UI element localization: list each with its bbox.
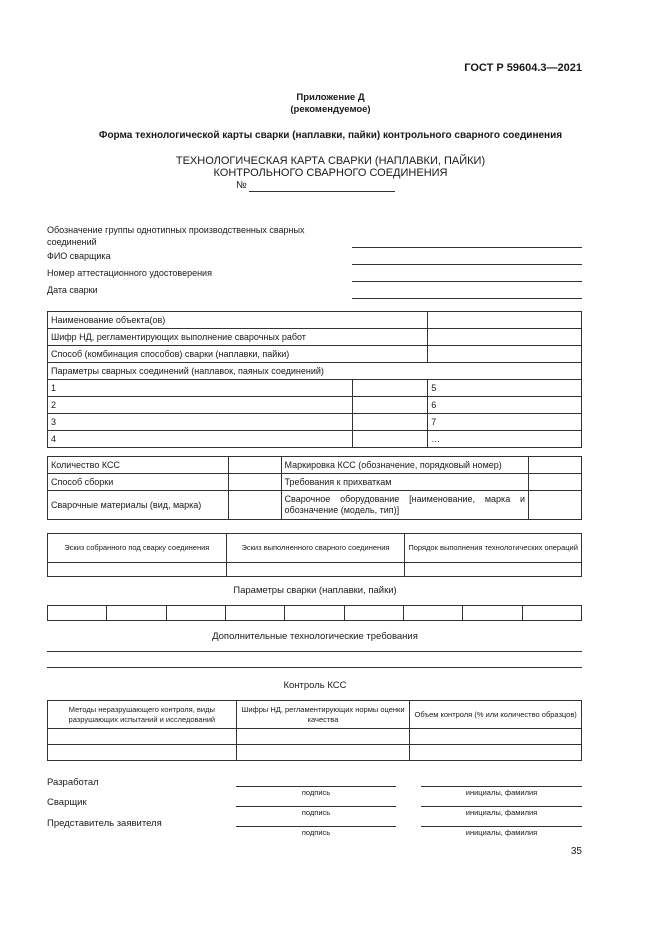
field-certificate-label: Номер аттестационного удостоверения: [47, 268, 212, 278]
welding-equipment-cell[interactable]: [529, 491, 582, 520]
welding-param-cell[interactable]: [522, 606, 581, 621]
control-cell[interactable]: [410, 729, 582, 745]
sketch-welded-header: Эскиз выполненного сварного соединения: [226, 534, 405, 563]
field-group-label: Обозначение группы однотипных производственных сварных соединений: [47, 225, 305, 247]
param-left-2[interactable]: 2: [48, 397, 353, 414]
param-right-6[interactable]: 6: [428, 397, 582, 414]
welding-param-cell[interactable]: [225, 606, 284, 621]
field-welder-label: ФИО сварщика: [47, 251, 111, 261]
name-line[interactable]: [421, 826, 582, 827]
control-volume-header: Объем контроля (% или количество образцов): [410, 701, 582, 729]
signature-line[interactable]: [236, 826, 396, 827]
field-welder-line[interactable]: [352, 264, 582, 265]
params-header: Параметры сварных соединений (наплавок, паяных соединений): [48, 363, 582, 380]
name-caption: инициалы, фамилия: [465, 808, 538, 817]
control-cell[interactable]: [236, 745, 410, 761]
param-mid-4[interactable]: [353, 431, 428, 448]
param-right-5[interactable]: 5: [428, 380, 582, 397]
welding-params-title: Параметры сварки (наплавки, пайки): [233, 585, 397, 596]
param-left-3[interactable]: 3: [48, 414, 353, 431]
document-number: ГОСТ Р 59604.3—2021: [464, 62, 582, 74]
tack-requirements-cell[interactable]: [529, 474, 582, 491]
welding-param-cell[interactable]: [107, 606, 166, 621]
welding-materials-label: Сварочные материалы (вид, марка): [48, 491, 229, 520]
control-cell[interactable]: [48, 745, 237, 761]
control-cell[interactable]: [410, 745, 582, 761]
tack-requirements-label: Требования к прихваткам: [281, 474, 529, 491]
name-caption: инициалы, фамилия: [465, 828, 538, 837]
assembly-table: [47, 456, 582, 520]
signature-caption: подпись: [301, 828, 331, 837]
welding-param-cell[interactable]: [48, 606, 107, 621]
welding-param-cell[interactable]: [285, 606, 344, 621]
appendix-title: Приложение Д: [296, 92, 365, 103]
signature-caption: подпись: [301, 788, 331, 797]
signature-line[interactable]: [236, 786, 396, 787]
field-certificate-line[interactable]: [352, 281, 582, 282]
control-methods-header: Методы неразрушающего контроля, виды разрушающих испытаний и исследований: [48, 701, 237, 729]
kss-marking-label: Маркировка КСС (обозначение, порядковый номер): [281, 457, 529, 474]
param-left-1[interactable]: 1: [48, 380, 353, 397]
assembly-method-cell[interactable]: [228, 474, 281, 491]
welding-materials-cell[interactable]: [228, 491, 281, 520]
additional-line-1[interactable]: [47, 651, 582, 652]
nd-code-label: Шифр НД, регламентирующих выполнение сварочных работ: [48, 329, 428, 346]
sketch-welded-cell[interactable]: [226, 563, 405, 577]
control-title: Контроль КСС: [283, 680, 347, 691]
sketch-table: [47, 533, 582, 577]
welding-method-cell[interactable]: [428, 346, 582, 363]
field-date-line[interactable]: [352, 298, 582, 299]
sketch-assembled-header: Эскиз собранного под сварку соединения: [48, 534, 227, 563]
signature-role-applicant: Представитель заявителя: [47, 818, 162, 829]
name-caption: инициалы, фамилия: [465, 788, 538, 797]
field-date-label: Дата сварки: [47, 285, 98, 295]
field-group-line[interactable]: [352, 247, 582, 248]
card-number-label: №: [236, 180, 247, 191]
object-name-cell[interactable]: [428, 312, 582, 329]
control-cell[interactable]: [48, 729, 237, 745]
welding-params-table: [47, 605, 582, 621]
operations-order-cell[interactable]: [405, 563, 582, 577]
additional-requirements-title: Дополнительные технологические требования: [212, 631, 418, 642]
form-title: Форма технологической карты сварки (наплавки, пайки) контрольного сварного соединения: [98, 130, 563, 141]
welding-method-label: Способ (комбинация способов) сварки (наплавки, пайки): [48, 346, 428, 363]
object-name-label: Наименование объекта(ов): [48, 312, 428, 329]
control-cell[interactable]: [236, 729, 410, 745]
control-nd-header: Шифры НД, регламентирующих нормы оценки качества: [236, 701, 410, 729]
sketch-assembled-cell[interactable]: [48, 563, 227, 577]
control-table: [47, 700, 582, 761]
signature-caption: подпись: [301, 808, 331, 817]
param-right-more[interactable]: …: [428, 431, 582, 448]
param-mid-3[interactable]: [353, 414, 428, 431]
kss-count-cell[interactable]: [228, 457, 281, 474]
param-mid-2[interactable]: [353, 397, 428, 414]
param-right-7[interactable]: 7: [428, 414, 582, 431]
nd-code-cell[interactable]: [428, 329, 582, 346]
welding-param-cell[interactable]: [344, 606, 403, 621]
operations-order-header: Порядок выполнения технологических операций: [405, 534, 582, 563]
signature-role-developer: Разработал: [47, 777, 99, 788]
name-line[interactable]: [421, 806, 582, 807]
page-number: 35: [570, 846, 582, 857]
name-line[interactable]: [421, 786, 582, 787]
card-number-line[interactable]: [249, 191, 395, 192]
signature-line[interactable]: [236, 806, 396, 807]
param-left-4[interactable]: 4: [48, 431, 353, 448]
kss-count-label: Количество КСС: [48, 457, 229, 474]
signature-role-welder: Сварщик: [47, 797, 87, 808]
object-table: [47, 311, 582, 448]
additional-line-2[interactable]: [47, 667, 582, 668]
welding-param-cell[interactable]: [403, 606, 462, 621]
welding-param-cell[interactable]: [463, 606, 522, 621]
param-mid-1[interactable]: [353, 380, 428, 397]
card-title-line1: ТЕХНОЛОГИЧЕСКАЯ КАРТА СВАРКИ (НАПЛАВКИ, ПАЙКИ): [175, 155, 486, 167]
kss-marking-cell[interactable]: [529, 457, 582, 474]
welding-equipment-label: Сварочное оборудование [наименование, марка и обозначение (модель, тип)]: [281, 491, 529, 520]
welding-param-cell[interactable]: [166, 606, 225, 621]
card-title-line2: КОНТРОЛЬНОГО СВАРНОГО СОЕДИНЕНИЯ: [213, 167, 448, 179]
assembly-method-label: Способ сборки: [48, 474, 229, 491]
appendix-subtitle: (рекомендуемое): [290, 104, 371, 115]
